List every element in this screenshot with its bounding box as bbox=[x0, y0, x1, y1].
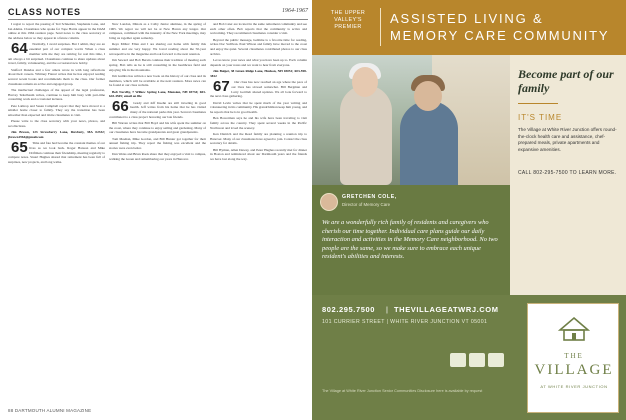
section-title: CLASS NOTES bbox=[8, 7, 81, 17]
ad-testimonial bbox=[312, 185, 510, 295]
ad-separator: | bbox=[386, 305, 388, 314]
testimonial-quote: We are a wonderfully rich family of residents and caregivers who cherish our time together. Individual care plans guide our daily interaction and activities in the Memory Care neighborhood. No two people are the same, so we make sure to embrace each unique resident's abilities and interests. bbox=[322, 219, 498, 261]
class-year-dropcap: 64 bbox=[11, 39, 28, 57]
paragraph-text: Normally, I avoid surprises. But I admit, they are an essential part of our complex world. When a class member tells me they are retiring for real this time, I am always a bit surprised. Classmates continue to share updates about travel, family, volunteering, and the occasional new hobby. bbox=[8, 42, 105, 66]
paragraph: Ken Dietrich and the Reed family are planning a reunion trip to Hanover. Many of our classmates have agreed to join. Contact the class secretary for details. bbox=[210, 131, 307, 146]
avatar bbox=[320, 193, 338, 211]
logo-name: VILLAGE bbox=[534, 362, 614, 378]
paragraph: Dan Weiss and Brian Rook share that they enjoyed a visit to campus, walking the Green and remembering our years in Hanover. bbox=[109, 152, 206, 162]
secretary-contact: Bob Nordby, 7 Willow Spring Lane, Mansion, NH 03734; 603-643-4505; email on file bbox=[109, 89, 206, 99]
ad-photo bbox=[312, 55, 510, 185]
text-column-2 bbox=[109, 22, 206, 406]
partner-logo bbox=[469, 353, 485, 367]
ad-divider bbox=[380, 8, 381, 46]
ad-disclaimer: The Village at White River Junction Senior Communities Disclosure here is available by request bbox=[322, 389, 483, 393]
paragraph: Pete Lathrop and Susan Campbell report that they have moved to a smaller home closer to family. They say the transition has been smoother than expected and invite classmates to visit. bbox=[8, 103, 105, 118]
paragraph: Stafford Dundas and a few others wrote in with long reflections about their careers. Whitney Fiancé writes that he has enjoyed reading several recent books and recommends them to the class. Our former classmates remain an active and engaged group. bbox=[8, 67, 105, 86]
paragraph: David Levin writes that he spent much of the year writing and volunteering in his community. His grandchildren keep him young, and he reports that he is in good health. bbox=[210, 100, 307, 114]
class-year-dropcap: 66 bbox=[112, 98, 129, 116]
secretary-contact: Jim Brown, 123 Strawberry Lane, Duxbury, MA 02332; jbrown1964@gmail.com bbox=[8, 130, 105, 140]
paragraph-text: Time and fate had become the constant themes of our lives as we look back. Roger Hanson and Mike Driftman continue their friendship, meeting regularly to compare notes. Stuart Hughes shared that retirement has been full of surprises, new projects, and long walks. bbox=[8, 141, 105, 165]
paragraph: Jim Seward and Bob Bersin continue their tradition of meeting each spring. Bob tells us he is still consulting in the healthcare field and enjoying life in the mountains. bbox=[109, 58, 206, 72]
partner-logos bbox=[450, 353, 510, 369]
paragraph: Reye Miller: Ellen and I are sharing our home with family this summer and are very happy. We loved reading about the 50-year retrospective in the magazine and look forward to the next reunion. bbox=[109, 42, 206, 56]
paragraph: I regret to report the passing of Ted Schneider, Stephanie Lane, and Ian Atkins. Classmates who spoke for Tope Harris appear in the DAM online at this 1964 reunion page. Send notes to the class secretary at the address below so they appear in a future column. bbox=[8, 22, 105, 41]
ad-side-rule bbox=[518, 103, 558, 104]
village-logo bbox=[527, 303, 619, 413]
ad-address: 101 CURRIER STREET | WHITE RIVER JUNCTION VT 05001 bbox=[322, 319, 488, 325]
paragraph: Bill Hyman, Allen Dewey, and Peter Hughes recently met for dinner in Boston and reminisced about our Dartmouth years and the friends we have lost along the way. bbox=[210, 147, 307, 162]
paragraph: Tom Meehan, Mike Gordon, and Bill Hunter got together for their annual fishing trip. They report the fishing was excellent and the stories were even better. bbox=[109, 136, 206, 151]
class-year-dropcap: 65 bbox=[11, 138, 28, 156]
partner-logo bbox=[488, 353, 504, 367]
ad-call-to-action[interactable]: CALL 802-295-7500 TO LEARN MORE. bbox=[518, 170, 617, 176]
village-house-icon bbox=[558, 316, 590, 342]
ad-header-band bbox=[312, 0, 626, 55]
paragraph: Ben Bowerman says he and his wife have been traveling to visit family across the country. They spent several weeks in the Pacific Northwest and loved the scenery. bbox=[210, 116, 307, 130]
ad-tagline: THE UPPER VALLEY'S PREMIER bbox=[330, 10, 366, 30]
text-column-1 bbox=[8, 22, 105, 406]
paragraph: Beyond the public message, bedtime is a favorite time for reading, writes Doc Sullivan. Paul Wilson and family have moved to the coast and enjoy the quiet. Several classmates contributed photos to our class archive. bbox=[210, 37, 307, 56]
ad-phone[interactable]: 802.295.7500 bbox=[322, 305, 376, 314]
paragraph-text: Grady and Jeff Kuehn are still traveling in good health. Jeff writes from his home that he has visited many of the national parks this year. Several classmates contributed to a class project honoring our late friends. bbox=[109, 100, 206, 119]
page-footer: 88 DARTMOUTH ALUMNI MAGAZINE bbox=[8, 408, 92, 413]
photo-resident-body bbox=[340, 85, 392, 185]
class-years: 1964-1967 bbox=[282, 8, 308, 14]
ad-headline-2: MEMORY CARE COMMUNITY bbox=[390, 28, 610, 43]
paragraph: New London, Illinois as a Colby Junior alumnae, in the spring of 1965. We regret we will not be at New Haven any longer. Our campuses, combined with the intensity of the New York meetings, may bring us together again someday. bbox=[109, 22, 206, 41]
ad-headline-1: ASSISTED LIVING & bbox=[390, 11, 544, 26]
logo-the: THE bbox=[564, 352, 584, 360]
ad-website-link[interactable]: THEVILLAGEATWRJ.COM bbox=[394, 305, 499, 314]
testimonial-name: GRETCHEN COLE, bbox=[342, 194, 397, 200]
paragraph: Jim Gumbs has written a new book on the history of our class and its members, which will be available at the next reunion. More news can be found at our class website. bbox=[109, 73, 206, 88]
ad-footer-band bbox=[312, 295, 626, 420]
paragraph bbox=[8, 138, 105, 165]
paragraph: Please write to the class secretary with your news, photos, and recollections. bbox=[8, 119, 105, 129]
photo-caregiver-body bbox=[400, 101, 458, 185]
paragraph: The intellectual challenges of the appeal of the legal profession, Harvey Teitelbaum writes, continue to keep him busy with part-time consulting work and occasional lectures. bbox=[8, 87, 105, 102]
ad-side-heading: Become part of our family bbox=[518, 67, 614, 95]
paragraph: Let us know your news and what you have been up to. Each column depends on your notes and we want to hear from everyone. bbox=[210, 58, 307, 67]
paragraph: and Bob Cater are located in the same retirement community and see each other often. Bob reports that the community is active and welcoming. They recommend classmates consider a visit. bbox=[210, 22, 307, 36]
paragraph-text: Our class has now reached an age where the pace of our lives has slowed somewhat. Bill Bergman and Larry Gottlieb shared updates. We all look forward to the next class gathering. bbox=[210, 80, 307, 99]
section-header bbox=[8, 6, 308, 20]
paragraph bbox=[8, 39, 105, 66]
photo-caregiver-face bbox=[414, 81, 442, 111]
testimonial-role: Director of Memory Care bbox=[342, 202, 391, 207]
logo-subtitle: AT WHITE RIVER JUNCTION bbox=[540, 384, 608, 389]
text-column-3 bbox=[210, 22, 307, 406]
ad-side-body: The Village at White River Junction offers round-the-clock health care and assistance, chef-prepared meals, private apartments and expansive amenities. bbox=[518, 127, 617, 152]
ad-side-panel bbox=[510, 55, 626, 295]
partner-logo bbox=[450, 353, 466, 367]
paragraph bbox=[109, 98, 206, 120]
paragraph: Bill Warren writes that Bill Boyd and his wife spent the summer on the coast, where they continue to enjoy sailing and gardening. Many of our classmates have become grandparents and great grandparents. bbox=[109, 120, 206, 135]
secretary-contact: Jim Bolger, 38 Green Ridge Lane, Hudson, NH 03051; 603-598-3812 bbox=[210, 69, 307, 78]
paragraph bbox=[210, 77, 307, 99]
ad-side-subheading: IT'S TIME bbox=[518, 113, 563, 122]
photo-resident-face bbox=[352, 67, 378, 97]
class-year-dropcap: 67 bbox=[213, 77, 230, 95]
advertisement[interactable] bbox=[312, 0, 626, 420]
